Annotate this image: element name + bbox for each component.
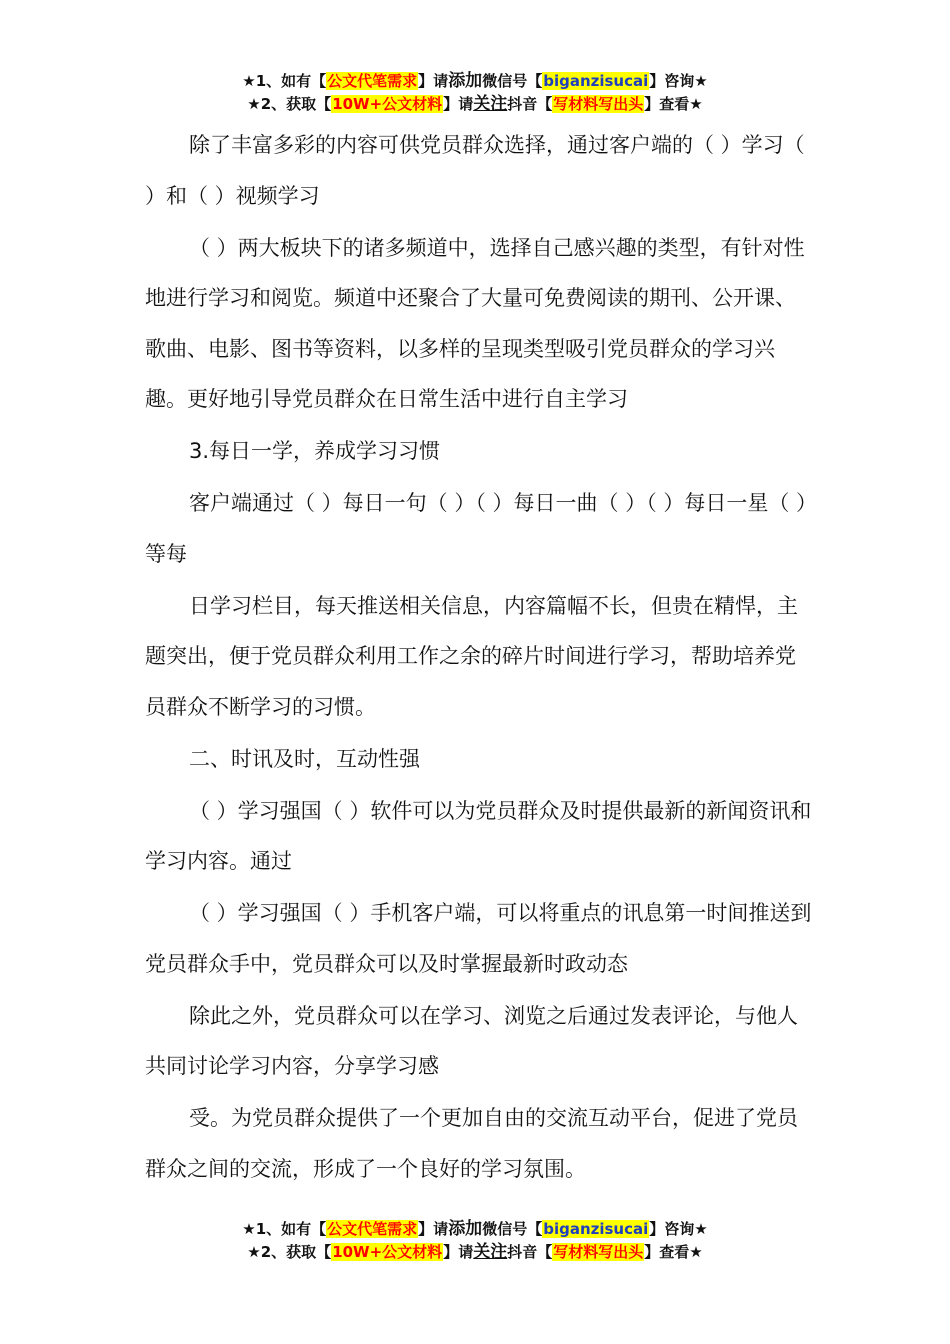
banner-highlight-materials: 10W+公文材料 (332, 95, 443, 113)
document-body (145, 120, 815, 1196)
banner-text: 】查看★ (644, 1243, 703, 1261)
paragraph: （ ）学习强国（ ）手机客户端，可以将重点的讯息第一时间推送到党员群众手中，党员群众可以及时掌握最新时政动态 (145, 901, 812, 976)
banner-highlight-materials: 10W+公文材料 (332, 1243, 443, 1261)
banner-text: ★2、获取【 (247, 1243, 332, 1261)
paragraph: 日学习栏目，每天推送相关信息，内容篇幅不长，但贵在精悍，主题突出，便于党员群众利用工作之余的碎片时间进行学习，帮助培养党员群众不断学习的习惯。 (145, 593, 798, 719)
banner-emphasis: 关注 (473, 1242, 508, 1262)
paragraph: （ ）学习强国（ ）软件可以为党员群众及时提供最新的新闻资讯和学习内容。通过 (145, 798, 812, 873)
banner-text: ★2、获取【 (247, 95, 332, 113)
banner-text: 抖音【 (507, 95, 553, 113)
banner-text: 】咨询★ (649, 72, 708, 90)
section-heading: 二、时讯及时，互动性强 (189, 746, 420, 771)
banner-text: 抖音【 (507, 1243, 553, 1261)
footer-banner (0, 1218, 950, 1264)
banner-text: 】请 (418, 72, 449, 90)
paragraph: 除此之外，党员群众可以在学习、浏览之后通过发表评论，与他人共同讨论学习内容，分享学习感 (145, 1003, 798, 1078)
banner-text: 微信号【 (482, 72, 543, 90)
banner-highlight-wechat-id: biganzisucai (543, 72, 649, 90)
banner-text: 】请 (418, 1220, 449, 1238)
banner-highlight-douyin: 写材料写出头 (553, 95, 644, 113)
banner-text: 】请 (443, 95, 474, 113)
paragraph: 除了丰富多彩的内容可供党员群众选择，通过客户端的（ ）学习（ ）和（ ）视频学习 (145, 133, 805, 208)
banner-text: 微信号【 (482, 1220, 543, 1238)
banner-line-1 (0, 1218, 950, 1241)
banner-text: 】咨询★ (649, 1220, 708, 1238)
banner-text: ★1、如有【 (242, 1220, 327, 1238)
banner-emphasis: 关注 (473, 94, 508, 114)
banner-highlight-service: 公文代笔需求 (327, 1220, 418, 1238)
paragraph: （ ）两大板块下的诸多频道中，选择自己感兴趣的类型，有针对性地进行学习和阅览。频道中还聚合了大量可免费阅读的期刊、公开课、歌曲、电影、图书等资料，以多样的呈现类型吸引党员群众的学习兴趣。更好地引导党员群众在日常生活中进行自主学习 (145, 235, 805, 411)
section-heading: 3.每日一学，养成学习习惯 (189, 439, 441, 463)
banner-text: ★1、如有【 (242, 72, 327, 90)
header-banner (0, 70, 950, 116)
banner-text: 】查看★ (644, 95, 703, 113)
banner-highlight-wechat-id: biganzisucai (543, 1220, 649, 1238)
banner-highlight-service: 公文代笔需求 (327, 72, 418, 90)
banner-line-2 (0, 93, 950, 116)
paragraph: 受。为党员群众提供了一个更加自由的交流互动平台，促进了党员群众之间的交流，形成了一个良好的学习氛围。 (145, 1106, 798, 1181)
banner-line-2 (0, 1241, 950, 1264)
banner-line-1 (0, 70, 950, 93)
banner-text: 】请 (443, 1243, 474, 1261)
banner-emphasis: 添加 (448, 1219, 483, 1239)
paragraph: 客户端通过（ ）每日一句（ ）（ ）每日一曲（ ）（ ）每日一星（ ）等每 (145, 491, 807, 566)
banner-emphasis: 添加 (448, 71, 483, 91)
banner-highlight-douyin: 写材料写出头 (553, 1243, 644, 1261)
